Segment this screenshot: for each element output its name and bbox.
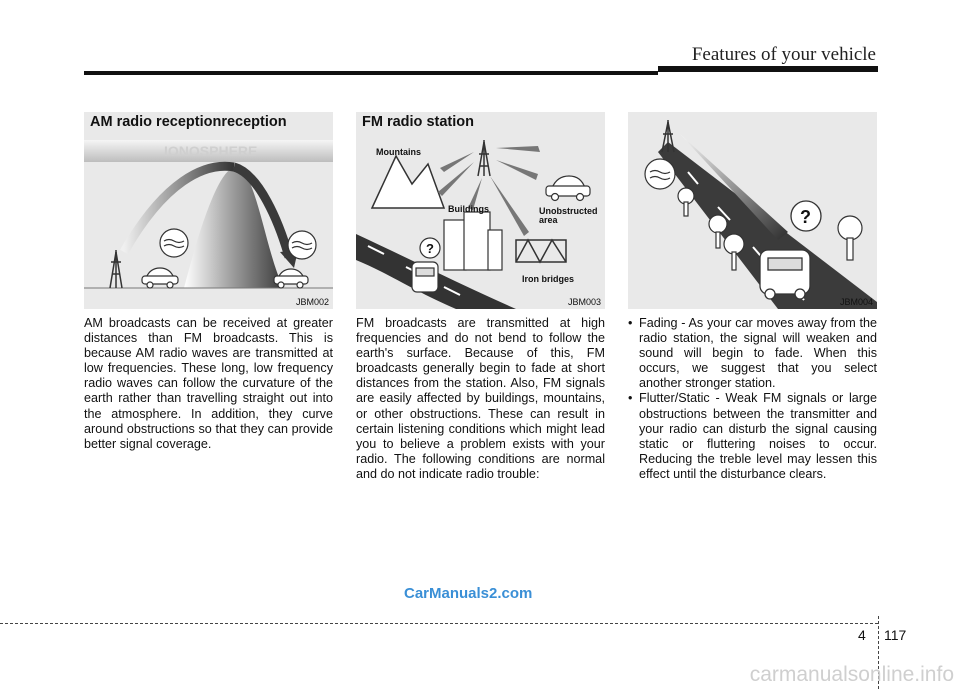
header-rule-accent (658, 66, 878, 72)
am-body-text: AM broadcasts can be received at greater distances than FM broadcasts. This is because AM radio waves are transmitted at low frequencies. These long, low frequency radio waves can follow the curvature of the earth rather than travelling straight out into the atmosphere. In addition, they curve around obstructions so that they can provide better signal coverage. (84, 316, 333, 451)
car-icon (142, 268, 178, 288)
chapter-number: 4 (858, 627, 866, 643)
mountains-shape (372, 156, 444, 208)
iron-bridge-shape (516, 240, 566, 262)
buildings-label: Buildings (448, 204, 489, 214)
figure-title: FM radio station (362, 114, 474, 130)
fading-figure (628, 112, 877, 309)
question-mark-glyph: ? (800, 207, 811, 227)
figure-code: JBM004 (839, 297, 873, 307)
figure-code: JBM002 (295, 297, 329, 307)
fm-radio-figure (356, 112, 605, 309)
unobstructed-label-line1: Unobstructed (539, 206, 598, 216)
radio-tower-icon (478, 140, 490, 176)
fading-illustration (628, 112, 877, 309)
am-radio-illustration (84, 112, 333, 309)
fm-body-text: FM broadcasts are transmitted at high frequencies and do not bend to follow the earth's surface. Because of this, FM broadcasts generally begin to fade at short distances from the station. Also, FM signals are easily affected by buildings, mountains, or other obstructions. These can result in certain listening conditions which might lead you to believe a problem exists with your radio. The following conditions are normal and do not indicate radio trouble: (356, 316, 605, 481)
conditions-list (628, 316, 877, 482)
footer-rule (0, 623, 878, 624)
question-mark-glyph: ? (426, 241, 434, 256)
car-icon (546, 176, 590, 201)
signal-bubble-icon (645, 159, 675, 189)
site-watermark: carmanualsonline.info (749, 663, 954, 686)
fm-radio-illustration (356, 112, 605, 309)
mountains-label: Mountains (376, 147, 421, 157)
car-icon (412, 262, 438, 292)
unobstructed-label-line2: area (539, 215, 558, 225)
ionosphere-label: IONOSPHERE (164, 143, 258, 159)
car-icon (760, 250, 810, 299)
list-item: • Fading - As your car moves away from the radio station, the signal will weaken and sound will begin to fade. When this occurs, we suggest that you select another stronger station. (628, 316, 877, 391)
figure-title: AM radio receptionreception (90, 114, 287, 130)
header-rule (84, 71, 658, 75)
page-number: 117 (884, 627, 907, 643)
buildings-shape (444, 212, 502, 270)
iron-bridges-label: Iron bridges (522, 274, 575, 284)
am-radio-figure (84, 112, 333, 309)
list-item: • Flutter/Static - Weak FM signals or large obstructions between the transmitter and your radio can disturb the signal causing static or fluttering noises to occur. Reducing the treble level may lessen this effect until the disturbance clears. (628, 391, 877, 482)
radio-tower-icon (110, 250, 122, 288)
section-header-title: Features of your vehicle (691, 44, 876, 65)
mountain-shape (184, 167, 284, 288)
watermark-link[interactable]: CarManuals2.com (404, 585, 533, 602)
figure-code: JBM003 (567, 297, 601, 307)
car-icon (274, 269, 308, 288)
conditions-list-column (628, 316, 877, 482)
